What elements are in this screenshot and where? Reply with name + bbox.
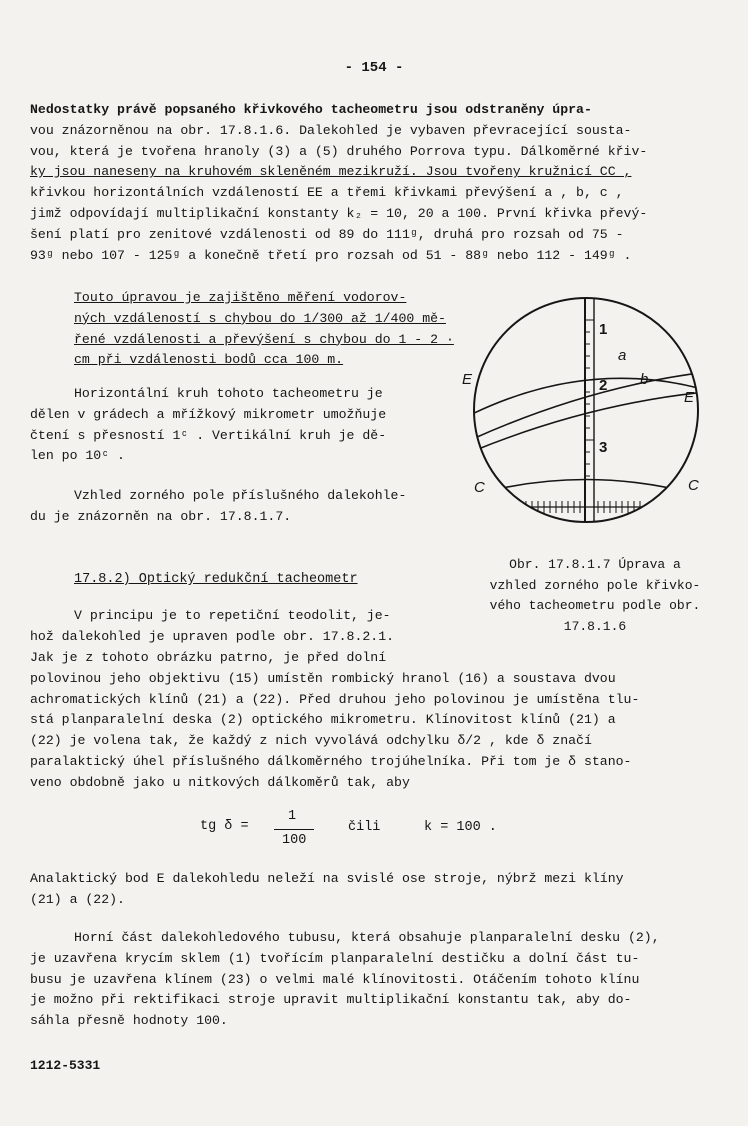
text-line: stá planparalelní deska (2) optického mikrometru. Klínovitost klínů (21) a: [30, 712, 616, 728]
page-number: - 154 -: [344, 60, 404, 76]
document-code: 1212-5331: [30, 1058, 101, 1073]
text-line: Touto úpravou je zajištěno měření vodorov-: [74, 290, 407, 305]
text-line: hož dalekohled je upraven podle obr. 17.8.2.1.: [30, 628, 395, 644]
text-line: polovinou jeho objektivu (15) umístěn rombický hranol (16) a soustava dvou: [30, 670, 616, 686]
text-line: Vzhled zorného pole příslušného dalekohle-: [74, 488, 407, 503]
equation-rhs: k = 100 .: [424, 820, 497, 835]
figure-caption: [470, 555, 720, 637]
text-line: achromatických klínů (21) a (22). Před druhou jeho polovinou je umístěna tlu-: [30, 691, 640, 707]
caption-line: 17.8.1.6: [563, 618, 627, 634]
label-2: 2: [599, 377, 608, 394]
paragraph-2: [74, 288, 454, 371]
paragraph-5-intro: [30, 606, 394, 648]
fraction-bar: [274, 829, 314, 830]
text-line: vou, která je tvořena hranoly (3) a (5) druhého Porrova typu. Dálkoměrné křiv-: [30, 143, 648, 159]
text-line: 93ᵍ nebo 107 - 125ᵍ a konečně třetí pro rozsah od 51 - 88ᵍ nebo 112 - 149ᵍ .: [30, 247, 632, 263]
label-b: b: [640, 371, 649, 388]
text-line: (21) a (22).: [30, 891, 125, 907]
equation-conjunction: čili: [348, 820, 381, 835]
paragraph-1: [30, 100, 647, 266]
text-line: du je znázorněn na obr. 17.8.1.7.: [30, 508, 292, 524]
label-1: 1: [599, 321, 608, 338]
text-line: V principu je to repetiční teodolit, je-: [74, 608, 391, 623]
text-line: čtení s přesností 1ᶜ . Vertikální kruh je dě-: [30, 427, 387, 443]
text-line: je možno při rektifikaci stroje upravit multiplikační konstantu tak, aby do-: [30, 992, 632, 1008]
text-line: je uzavřena krycím sklem (1) tvořícím planparalelní destičku a dolní část tu-: [30, 950, 640, 966]
equation-denominator: 100: [282, 833, 307, 848]
text-line: (22) je volena tak, že každý z nich vyvolává odchylku δ/2 , kde δ značí: [30, 733, 592, 749]
label-e-left: E: [462, 371, 473, 388]
paragraph-4: [30, 486, 406, 528]
text-line: Analaktický bod E dalekohledu neleží na svislé ose stroje, nýbrž mezi klíny: [30, 871, 624, 886]
label-e-right: E: [684, 389, 695, 406]
scale-ticks: [585, 320, 594, 476]
text-line: křivkou horizontálních vzdáleností EE a třemi křivkami převýšení a , b, c ,: [30, 185, 624, 201]
paragraph-7: [30, 928, 660, 1032]
field-of-view-figure: [458, 292, 708, 542]
equation-lhs: tg δ =: [200, 819, 249, 834]
paragraph-6: [30, 869, 624, 911]
text-line: Horní část dalekohledového tubusu, která obsahuje planparalelní desku (2),: [74, 930, 660, 945]
text-line: vou znázorněnou na obr. 17.8.1.6. Dalekohled je vybaven převracející sousta-: [30, 122, 632, 138]
caption-line: vého tacheometru podle obr.: [489, 598, 701, 613]
paragraph-3: [30, 384, 386, 467]
equation-numerator: 1: [288, 809, 297, 824]
text-line: ných vzdáleností s chybou do 1/300 až 1/400 mě-: [74, 310, 446, 326]
text-line: sáhla přesně hodnoty 100.: [30, 1013, 228, 1029]
text-line: len po 10ᶜ .: [30, 448, 125, 464]
paragraph-5: [30, 648, 639, 794]
text-line: cm při vzdálenosti bodů cca 100 m.: [74, 352, 344, 368]
label-c-left: C: [474, 479, 485, 496]
text-line: Horizontální kruh tohoto tacheometru je: [74, 386, 383, 401]
text-line: paralaktický úhel příslušného dálkoměrného trojúhelníka. Při tom je δ stano-: [30, 753, 632, 769]
label-3: 3: [599, 439, 608, 456]
text-line: ky jsou naneseny na kruhovém skleněném mezikruží. Jsou tvořeny kružnicí CC ,: [30, 164, 632, 180]
label-c-right: C: [688, 477, 699, 494]
text-line: Nedostatky právě popsaného křivkového tacheometru jsou odstraněny úpra-: [30, 102, 592, 117]
text-line: řené vzdálenosti a převýšení s chybou do 1 - 2 ·: [74, 331, 454, 347]
text-line: veno obdobně jako u nitkových dálkoměrů tak, aby: [30, 774, 410, 790]
text-line: busu je uzavřena klínem (23) o velmi malé klínovitosti. Otáčením tohoto klínu: [30, 971, 640, 987]
text-line: dělen v grádech a mřížkový mikrometr umožňuje: [30, 406, 387, 422]
text-line: šení platí pro zenitové vzdálenosti od 89 do 111ᵍ, druhá pro rozsah od 75 -: [30, 226, 624, 242]
label-a: a: [618, 347, 627, 364]
caption-line: Obr. 17.8.1.7 Úprava a: [509, 557, 681, 572]
text-line: Jak je z tohoto obrázku patrno, je před dolní: [30, 650, 387, 665]
text-line: jimž odpovídají multiplikační konstanty k₂ = 10, 20 a 100. První křivka převý-: [30, 205, 648, 221]
section-title: 17.8.2) Optický redukční tacheometr: [74, 572, 358, 587]
caption-line: vzhled zorného pole křivko-: [489, 577, 701, 593]
